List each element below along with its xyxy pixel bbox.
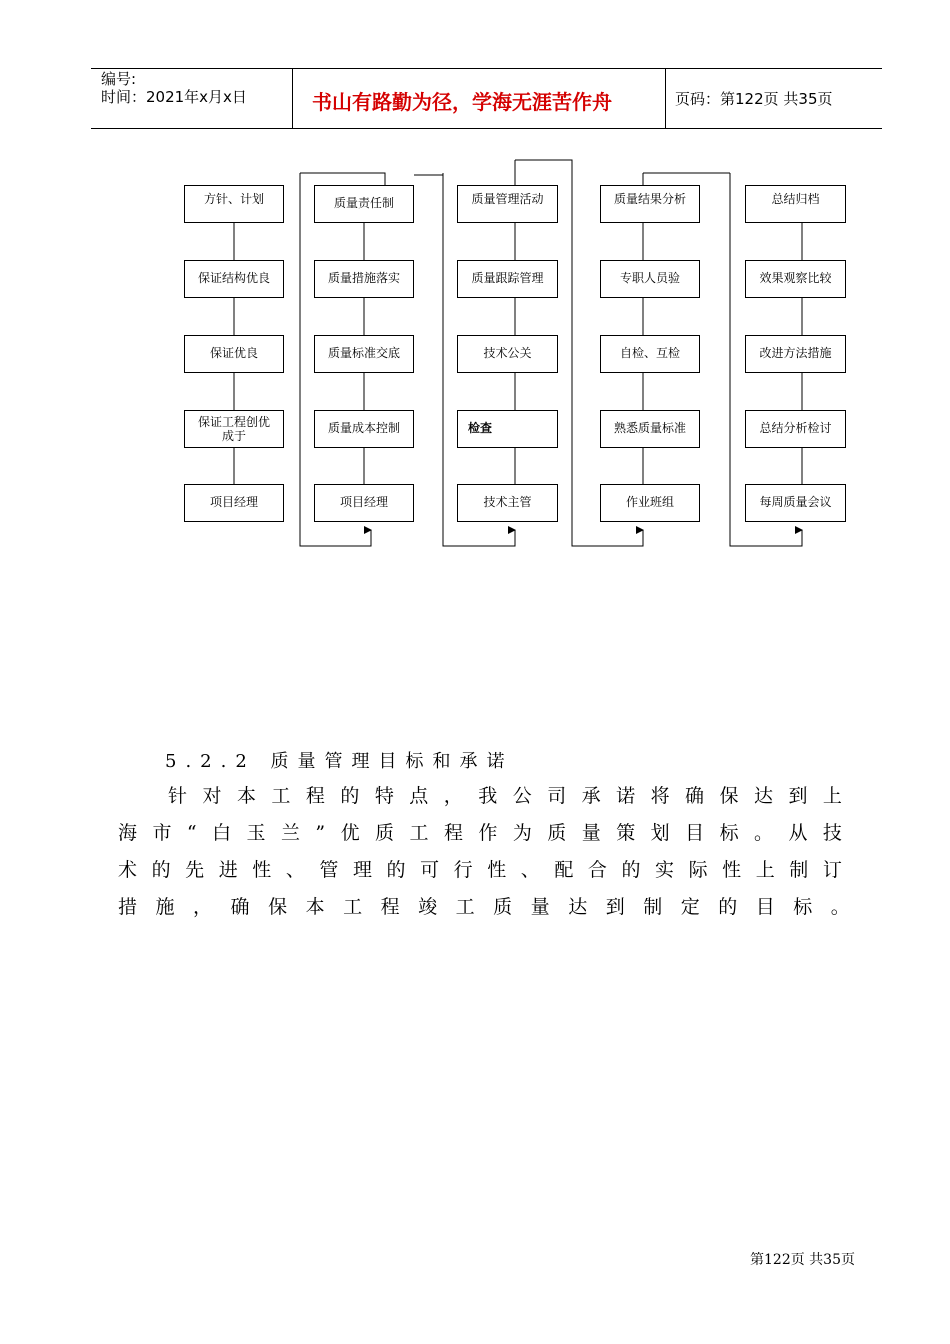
paragraph-char: 性 (487, 859, 507, 881)
flow-box-c2-r3: 质量标准交底 (314, 335, 414, 373)
time-label: 时间：2021年x月x日 (101, 88, 247, 106)
paragraph-char: 。 (754, 822, 774, 844)
flow-box-c3-r2: 质量跟踪管理 (457, 260, 558, 298)
paragraph-char: 制 (789, 859, 809, 881)
paragraph-char: 管 (319, 859, 339, 881)
paragraph-char: 兰 (280, 822, 300, 844)
flow-box-c1-r4: 保证工程创优成于 (184, 410, 284, 448)
flow-box-c5-r4: 总结分析检讨 (745, 410, 846, 448)
paragraph-char: 的 (718, 896, 738, 918)
footer-page-number: 第122页 共35页 (750, 1252, 855, 1268)
paragraph-char: 公 (512, 785, 532, 807)
flow-box-c1-r1: 方针、计划 (184, 185, 284, 223)
paragraph-char: 玉 (246, 822, 266, 844)
paragraph-char: 为 (512, 822, 532, 844)
flow-box-c4-r4: 熟悉质量标准 (600, 410, 700, 448)
paragraph-char: 性 (252, 859, 272, 881)
flow-box-c5-r2: 效果观察比较 (745, 260, 846, 298)
serial-label: 编号: (101, 70, 137, 88)
flow-box-c1-r3: 保证优良 (184, 335, 284, 373)
paragraph-char: ， (193, 896, 213, 918)
paragraph-line-1 (118, 778, 842, 815)
paragraph-char: 保 (719, 785, 739, 807)
paragraph-char: 量 (530, 896, 550, 918)
paragraph-char: 工 (455, 896, 475, 918)
paragraph-char: 性 (722, 859, 742, 881)
paragraph-char: 先 (185, 859, 205, 881)
paragraph-char: 措 (118, 896, 138, 918)
paragraph-char: 、 (520, 859, 540, 881)
flow-box-c5-r1: 总结归档 (745, 185, 846, 223)
paragraph-char: 定 (680, 896, 700, 918)
paragraph-char: 从 (788, 822, 808, 844)
header-page-label: 页码：第122页 共35页 (675, 90, 833, 108)
paragraph-char: 实 (655, 859, 675, 881)
paragraph-char: 理 (352, 859, 372, 881)
paragraph-char: 的 (386, 859, 406, 881)
paragraph-char: 量 (581, 822, 601, 844)
paragraph-char: 际 (688, 859, 708, 881)
flow-box-c3-r5: 技术主管 (457, 484, 558, 522)
paragraph-char: 质 (375, 822, 395, 844)
flow-box-c3-r4: 检查 (457, 410, 558, 448)
paragraph-char: 上 (822, 785, 842, 807)
paragraph-char: 工 (271, 785, 291, 807)
paragraph-char: 进 (218, 859, 238, 881)
paragraph-char: 作 (478, 822, 498, 844)
paragraph-char: ， (443, 785, 463, 807)
flow-box-c2-r5: 项目经理 (314, 484, 414, 522)
paragraph-char: 配 (554, 859, 574, 881)
paragraph-char: 对 (202, 785, 222, 807)
paragraph-char: 合 (587, 859, 607, 881)
flow-box-c3-r1: 质量管理活动 (457, 185, 558, 223)
section-title: 5.2.2 质量管理目标和承诺 (165, 751, 514, 772)
paragraph-char: 将 (650, 785, 670, 807)
paragraph-char: 本 (236, 785, 256, 807)
paragraph-char: 竣 (418, 896, 438, 918)
paragraph-char: 订 (822, 859, 842, 881)
paragraph-char: 行 (453, 859, 473, 881)
section-paragraph (118, 778, 850, 926)
paragraph-char: 工 (409, 822, 429, 844)
paragraph-char: ” (315, 822, 326, 844)
paragraph-char: 针 (168, 785, 188, 807)
paragraph-char: 达 (753, 785, 773, 807)
paragraph-line-2 (118, 815, 842, 852)
paragraph-char: 确 (230, 896, 250, 918)
paragraph-char: 施 (155, 896, 175, 918)
paragraph-char: 质 (493, 896, 513, 918)
paragraph-char: 上 (755, 859, 775, 881)
paragraph-char: 标 (719, 822, 739, 844)
paragraph-char: 达 (568, 896, 588, 918)
paragraph-char: 到 (605, 896, 625, 918)
paragraph-char: 承 (581, 785, 601, 807)
paragraph-char: 保 (268, 896, 288, 918)
flow-box-c2-r4: 质量成本控制 (314, 410, 414, 448)
paragraph-char: 划 (650, 822, 670, 844)
paragraph-char: 特 (374, 785, 394, 807)
paragraph-char: 本 (305, 896, 325, 918)
paragraph-char: 我 (478, 785, 498, 807)
paragraph-char: 确 (685, 785, 705, 807)
paragraph-char: 术 (118, 859, 138, 881)
paragraph-char: 策 (616, 822, 636, 844)
paragraph-char: 、 (285, 859, 305, 881)
paragraph-char: 质 (547, 822, 567, 844)
paragraph-char: 海 (118, 822, 138, 844)
flow-box-c5-r3: 改进方法措施 (745, 335, 846, 373)
paragraph-char: 白 (212, 822, 232, 844)
paragraph-char: 程 (380, 896, 400, 918)
paragraph-char: 诺 (616, 785, 636, 807)
paragraph-char: 目 (755, 896, 775, 918)
paragraph-char: 。 (830, 896, 850, 918)
flow-box-c3-r3: 技术公关 (457, 335, 558, 373)
flow-box-c4-r3: 自检、互检 (600, 335, 700, 373)
flow-box-c4-r1: 质量结果分析 (600, 185, 700, 223)
flow-box-c4-r2: 专职人员验 (600, 260, 700, 298)
paragraph-char: 市 (152, 822, 172, 844)
paragraph-char: 到 (788, 785, 808, 807)
paragraph-char: 技 (822, 822, 842, 844)
paragraph-char: 程 (443, 822, 463, 844)
flow-box-c1-r2: 保证结构优良 (184, 260, 284, 298)
paragraph-char: 可 (420, 859, 440, 881)
paragraph-char: 制 (643, 896, 663, 918)
flow-box-c4-r5: 作业班组 (600, 484, 700, 522)
paragraph-line-3 (118, 852, 842, 889)
paragraph-char: 优 (340, 822, 360, 844)
flow-box-c5-r5: 每周质量会议 (745, 484, 846, 522)
paragraph-line-4 (118, 889, 850, 926)
paragraph-char: 程 (305, 785, 325, 807)
paragraph-char: 工 (343, 896, 363, 918)
paragraph-char: 点 (409, 785, 429, 807)
flow-box-c2-r1: 质量责任制 (314, 185, 414, 223)
header-motto: 书山有路勤为径，学海无涯苦作舟 (312, 90, 612, 114)
flow-box-c1-r5: 项目经理 (184, 484, 284, 522)
paragraph-char: 的 (340, 785, 360, 807)
paragraph-char: 标 (793, 896, 813, 918)
paragraph-char: 的 (151, 859, 171, 881)
paragraph-char: 司 (547, 785, 567, 807)
paragraph-char: 目 (685, 822, 705, 844)
paragraph-char: “ (186, 822, 197, 844)
flow-box-c2-r2: 质量措施落实 (314, 260, 414, 298)
paragraph-char: 的 (621, 859, 641, 881)
